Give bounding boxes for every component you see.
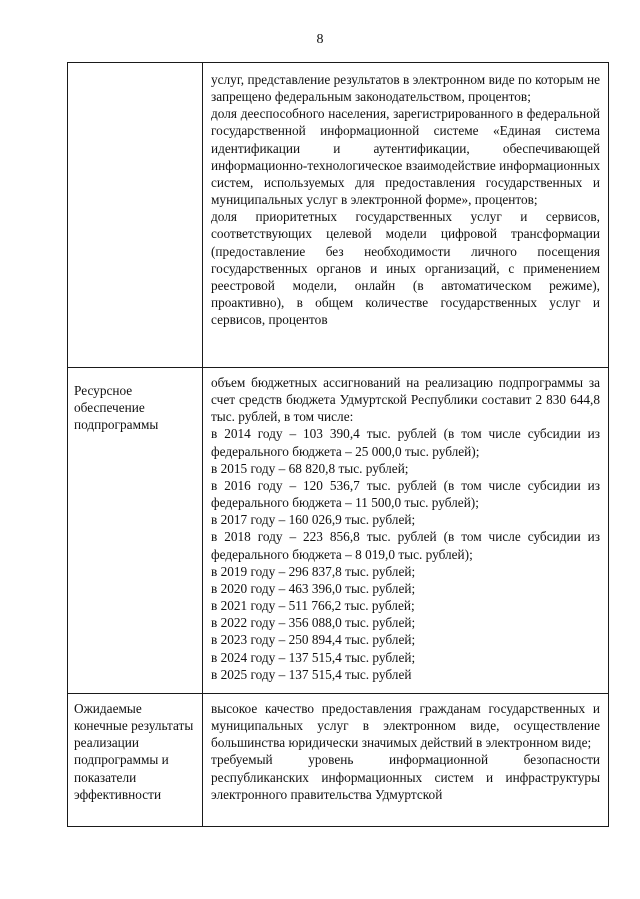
paragraph: в 2020 году – 463 396,0 тыс. рублей; — [211, 580, 416, 596]
paragraph: доля дееспособного населения, зарегистрированного в федеральной государственной информационной системе «Единая система идентификации и аутентификации, обеспечивающей информационно-технологическое взаимодействие информационных систем, используемых для предоставления государственных и муниципальных услуг в электронной форме», процентов; — [211, 106, 600, 208]
paragraph: в 2017 году – 160 026,9 тыс. рублей; — [211, 512, 416, 528]
paragraph: в 2024 году – 137 515,4 тыс. рублей; — [211, 649, 416, 665]
paragraph: в 2018 году – 223 856,8 тыс. рублей (в том числе субсидии из федерального бюджета – 8 019,0 тыс. рублей); — [211, 529, 600, 562]
row-label-resources: Ресурсное обеспечение подпрограммы — [68, 368, 203, 694]
paragraph: требуемый уровень информационной безопасности республиканских информационных систем и инфраструктуры электронного правительства Удмуртской — [211, 752, 600, 802]
paragraph: в 2023 году – 250 894,4 тыс. рублей; — [211, 632, 416, 648]
paragraph: объем бюджетных ассигнований на реализацию подпрограммы за счет средств бюджета Удмуртской Республики составит 2 830 644,8 тыс. рублей, в том числе: — [211, 375, 600, 425]
paragraph: в 2021 году – 511 766,2 тыс. рублей; — [211, 598, 415, 614]
paragraph: услуг, представление результатов в электронном виде по которым не запрещено федеральным законодательством, процентов; — [211, 72, 600, 105]
expected-results-content-cell — [203, 694, 609, 827]
row-label-empty — [68, 63, 203, 368]
table-row — [68, 694, 609, 827]
page-number: 8 — [316, 32, 324, 47]
resources-content-cell — [203, 368, 609, 694]
paragraph: в 2016 году – 120 536,7 тыс. рублей (в том числе субсидии из федерального бюджета – 11 500,0 тыс. рублей); — [211, 477, 600, 511]
paragraph: в 2025 году – 137 515,4 тыс. рублей — [211, 666, 412, 682]
paragraph: в 2014 году – 103 390,4 тыс. рублей (в том числе субсидии из федерального бюджета – 25 000,0 тыс. рублей); — [211, 426, 600, 459]
subprogram-passport-table — [67, 62, 609, 827]
paragraph: доля приоритетных государственных услуг и сервисов, соответствующих целевой модели цифровой трансформации (предоставление без необходимости личного посещения государственных органов и иных организаций, с применением реестровой модели, онлайн (в автоматическом режиме), проактивно), в общем количестве государственных услуг и сервисов, процентов — [211, 209, 600, 328]
row-label-expected-results: Ожидаемые конечные результаты реализации подпрограммы и показатели эффективности — [68, 694, 203, 827]
table-row — [68, 63, 609, 368]
paragraph: в 2015 году – 68 820,8 тыс. рублей; — [211, 460, 409, 476]
indicators-content-cell — [203, 63, 609, 368]
paragraph: высокое качество предоставления гражданам государственных и муниципальных услуг в электронном виде, осуществление большинства юридически значимых действий в электронном виде; — [211, 701, 600, 751]
paragraph: в 2019 году – 296 837,8 тыс. рублей; — [211, 563, 416, 579]
paragraph: в 2022 году – 356 088,0 тыс. рублей; — [211, 615, 416, 631]
table-row — [68, 368, 609, 694]
